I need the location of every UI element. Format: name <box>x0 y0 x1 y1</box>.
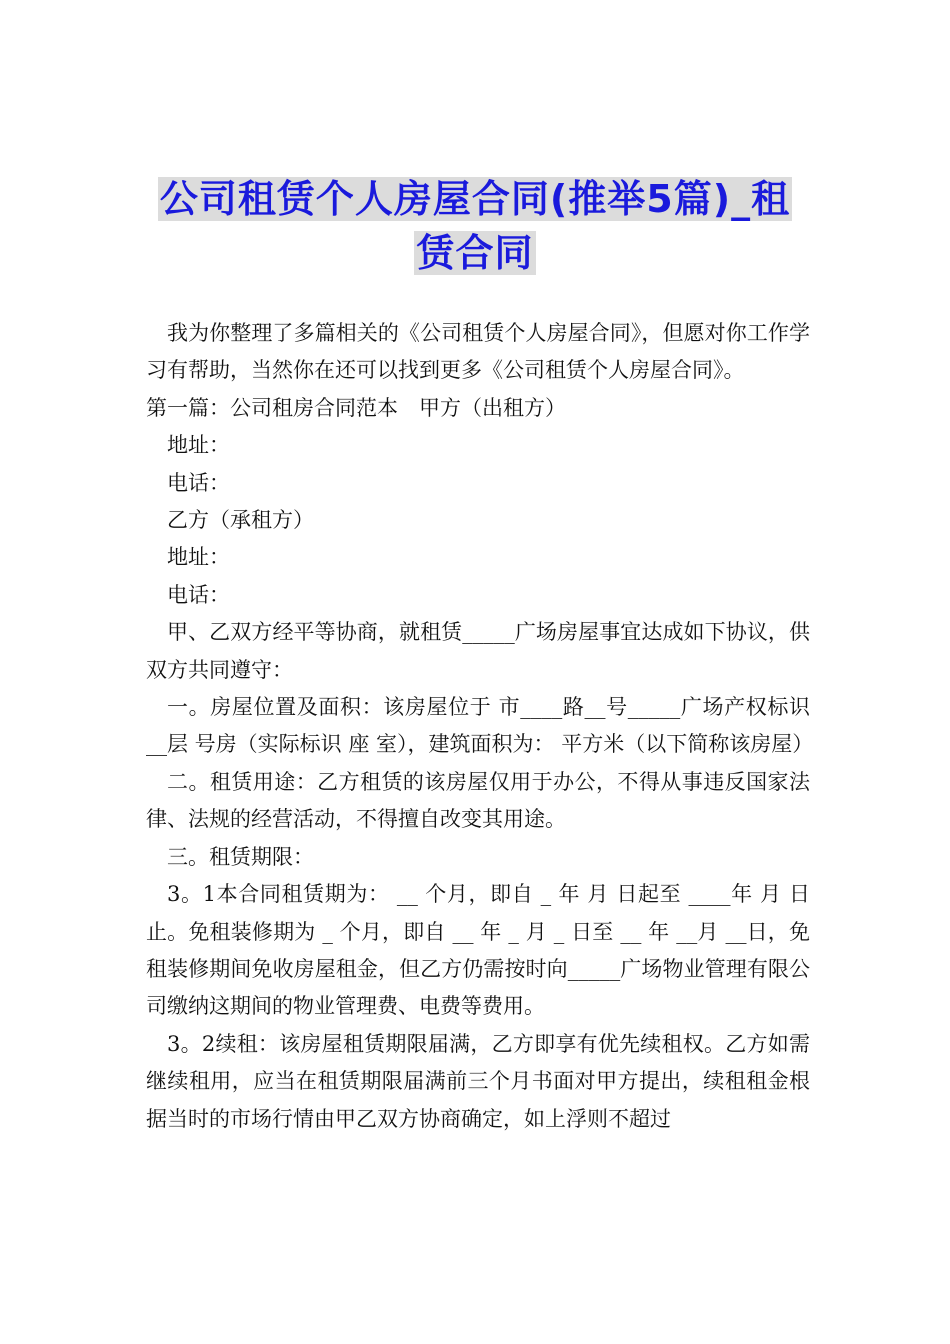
title-line-1: 公司租赁个人房屋合同(推举5篇)_租 <box>159 177 791 221</box>
party-b-phone: 电话： <box>167 582 230 607</box>
clause-usage: 二。租赁用途：乙方租赁的该房屋仅用于办公，不得从事违反国家法律、法规的经营活动，不得擅自改变其用途。 <box>146 769 810 832</box>
party-b-address: 地址： <box>167 545 230 570</box>
intro-paragraph: 我为你整理了多篇相关的《公司租赁个人房屋合同》，但愿对你工作学习有帮助，当然你在还可以找到更多《公司租赁个人房屋合同》。 <box>146 321 810 383</box>
clause-location-area: 一。房屋位置及面积：该房屋位于 市____路__号_____广场产权标识 __层 号房（实际标识 座 室），建筑面积为： 平方米（以下简称该房屋） <box>146 695 814 757</box>
section-heading-first: 第一篇：公司租房合同范本 甲方（出租方） <box>146 395 566 420</box>
party-a-phone: 电话： <box>167 470 230 495</box>
party-b-heading: 乙方（承租方） <box>167 508 314 533</box>
clause-3-1: 3。1本合同租赁期为： __ 个月，即自 _ 年 月 日起至 ____年 月 日止。免租装修期为 _ 个月，即自 __ 年 _ 月 _ 日至 __ 年 __月 __日，免租装修期间免收房屋租金，但乙方仍需按时向_____广场物业管理有限公司缴纳这期间的物业管理费、电费等费用。 <box>146 882 810 1019</box>
agreement-preamble: 甲、乙双方经平等协商，就租赁_____广场房屋事宜达成如下协议，供双方共同遵守： <box>146 620 810 682</box>
title-line-2: 赁合同 <box>416 231 534 275</box>
clause-term-heading: 三。租赁期限： <box>167 844 314 869</box>
document-body <box>146 315 814 1138</box>
party-a-address: 地址： <box>167 433 230 458</box>
clause-3-2: 3。2续租：该房屋租赁期限届满，乙方即享有优先续租权。乙方如需继续租用，应当在租赁期限届满前三个月书面对甲方提出，续租租金根据当时的市场行情由甲乙双方协商确定，如上浮则不超过 <box>146 1031 810 1131</box>
document-title <box>150 172 800 280</box>
